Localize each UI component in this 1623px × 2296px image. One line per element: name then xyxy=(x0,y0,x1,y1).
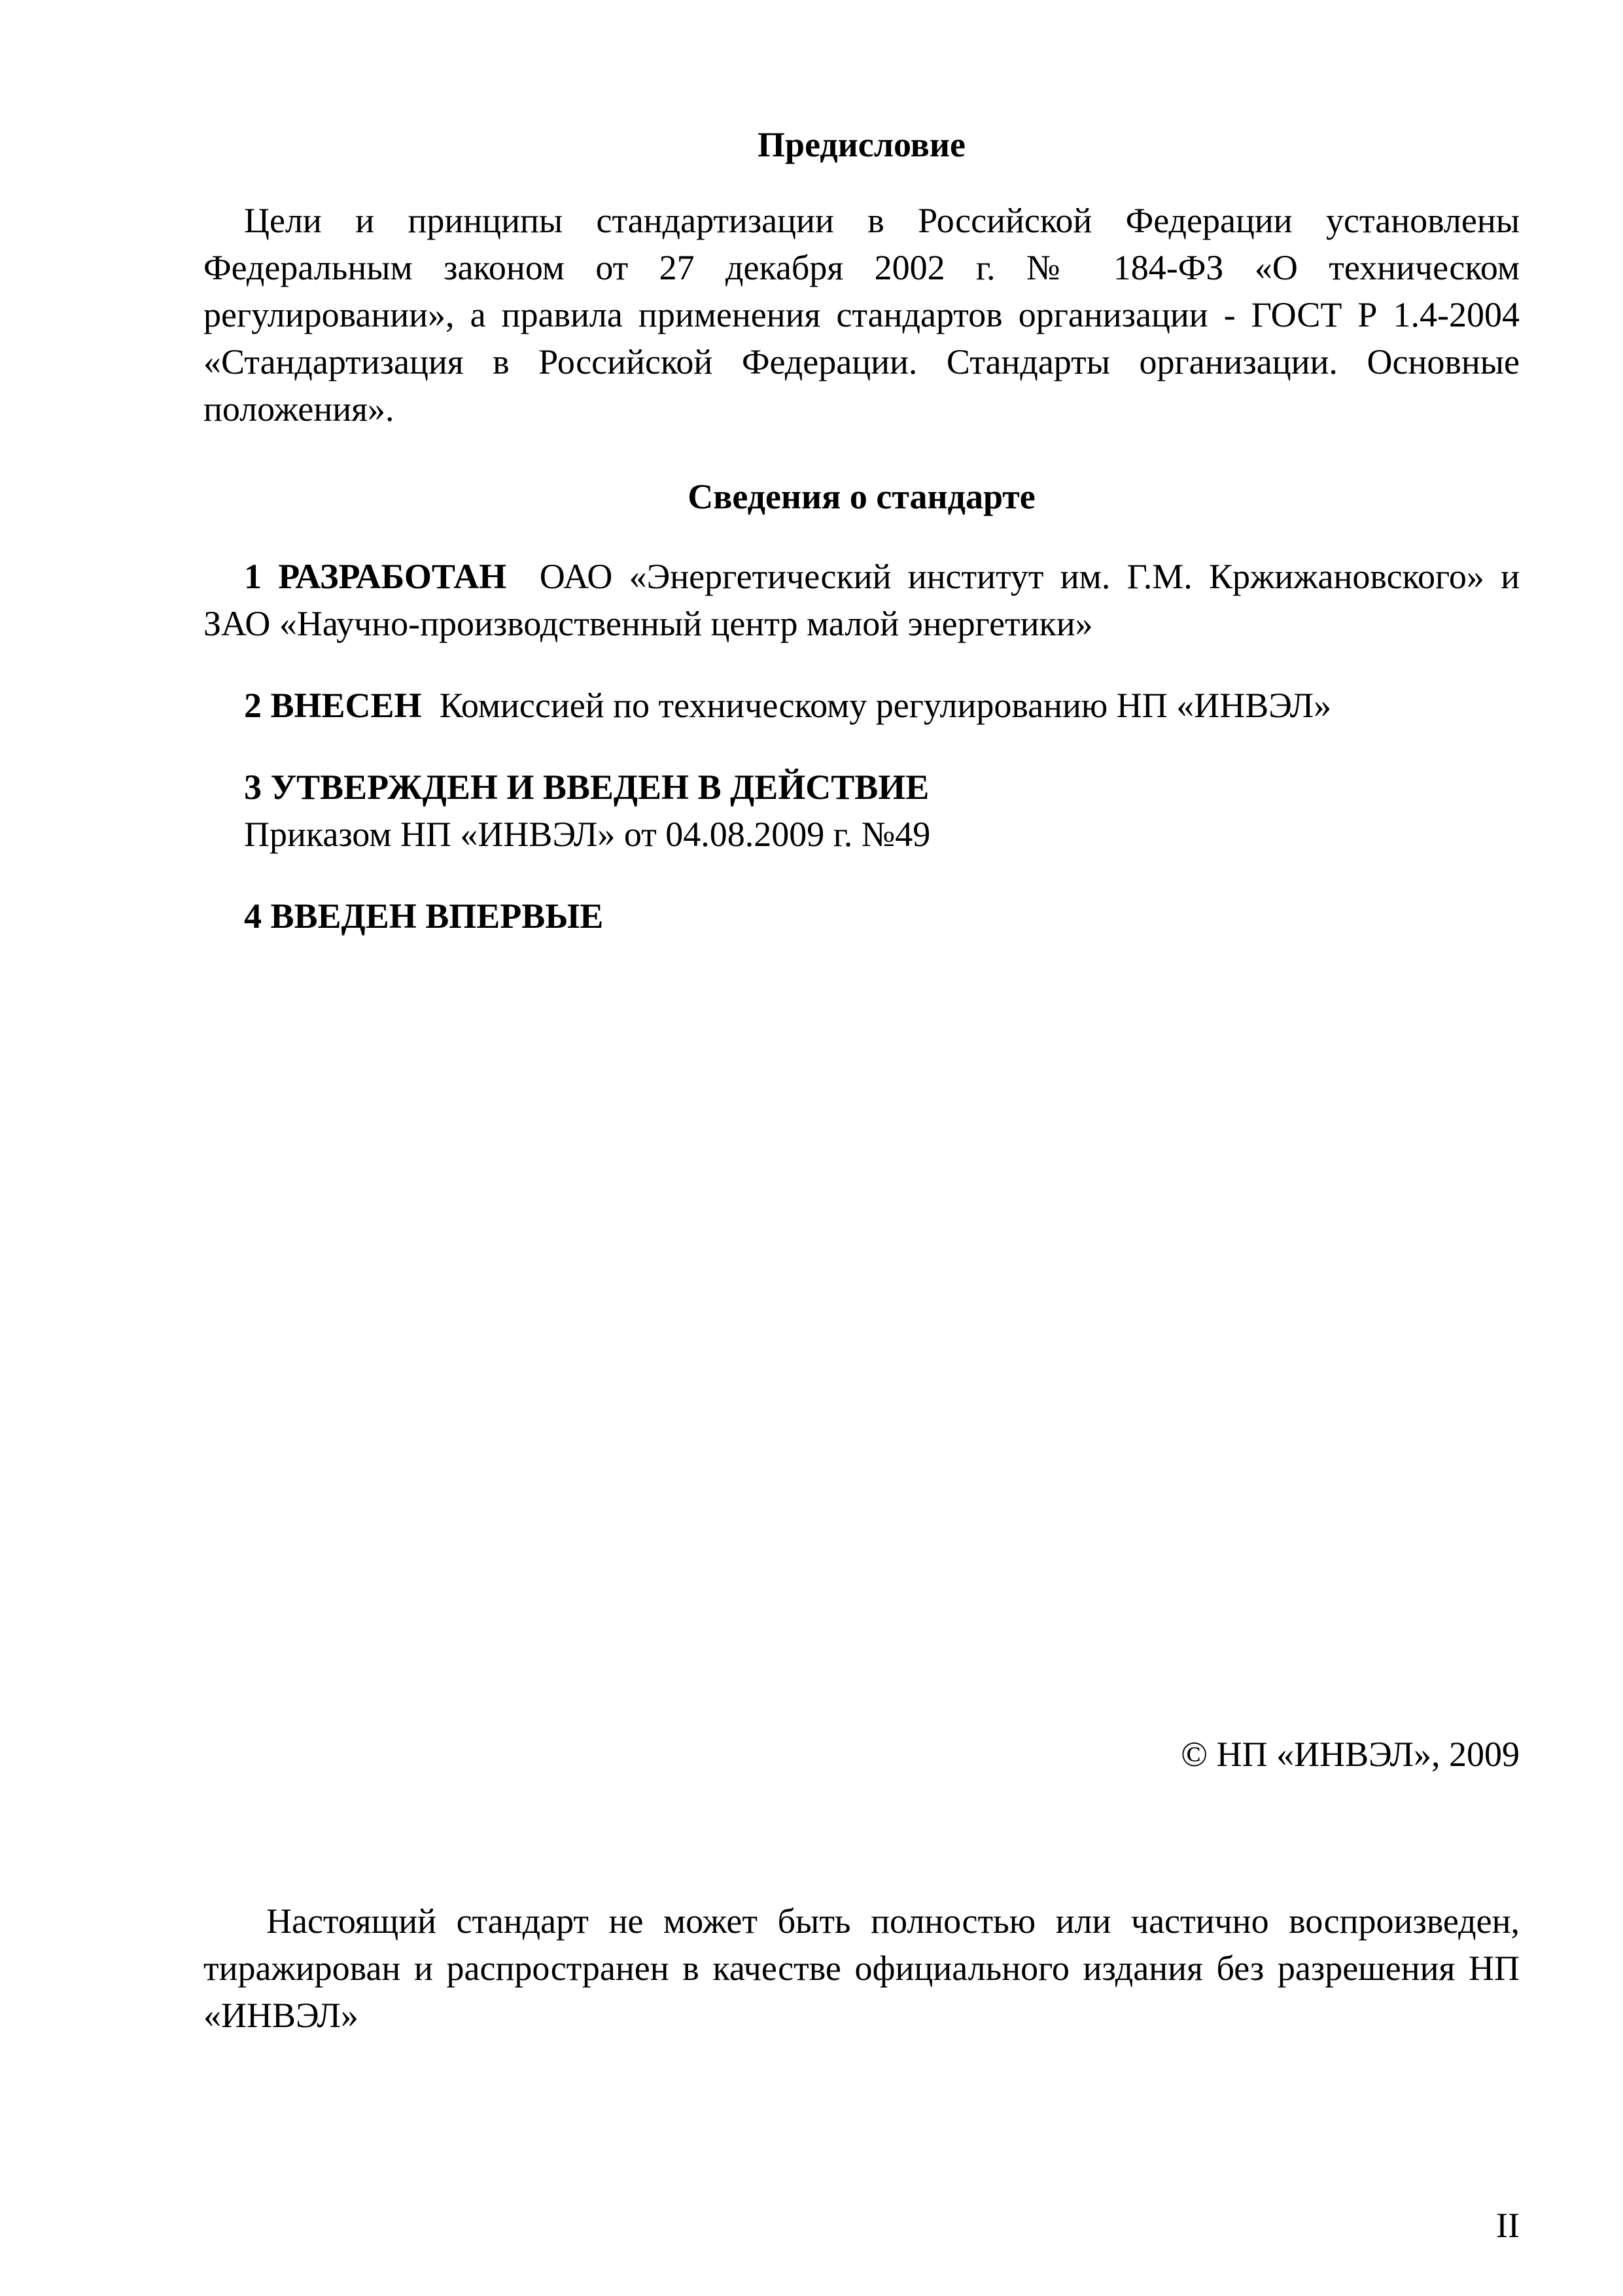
item-text-approved: Приказом НП «ИНВЭЛ» от 04.08.2009 г. №49 xyxy=(244,815,931,854)
preface-paragraph: Цели и принципы стандартизации в Российской Федерации установлены Федеральным законом от 27 декабря 2002 г. № 184-ФЗ «О техническом регулировании», а правила применения стандартов организации - ГОСТ Р 1.4-2004 «Стандартизация в Российской Федерации. Стандарты организации. Основные положения». xyxy=(203,201,1520,429)
standard-info-item-approved xyxy=(203,764,1520,858)
copyright-notice: © НП «ИНВЭЛ», 2009 xyxy=(1181,1735,1520,1774)
standard-info-heading: Сведения о стандарте xyxy=(688,477,1036,516)
reproduction-notice: Настоящий стандарт не может быть полностью или частично воспроизведен, тиражирован и распространен в качестве официального издания без разрешения НП «ИНВЭЛ» xyxy=(203,1901,1520,2035)
item-label-submitted: 2 ВНЕСЕН xyxy=(244,686,422,725)
item-text-developed: ОАО «Энергетический институт им. Г.М. Кржижановского» и ЗАО «Научно-производственный центр малой энергетики» xyxy=(203,557,1520,643)
item-label-developed: 1 РАЗРАБОТАН xyxy=(244,557,507,596)
item-label-approved: 3 УТВЕРЖДЕН И ВВЕДЕН В ДЕЙСТВИЕ xyxy=(244,768,930,807)
standard-info-item-first-introduced xyxy=(203,892,1520,940)
document-content xyxy=(203,121,1520,940)
preface-heading: Предисловие xyxy=(758,125,966,164)
page-number: II xyxy=(1496,2206,1520,2245)
item-label-first-introduced: 4 ВВЕДЕН ВПЕРВЫЕ xyxy=(244,896,604,936)
standard-info-item-submitted xyxy=(203,682,1520,729)
standard-info-item-developed xyxy=(203,553,1520,647)
item-text-submitted: Комиссией по техническому регулированию НП «ИНВЭЛ» xyxy=(439,686,1332,725)
